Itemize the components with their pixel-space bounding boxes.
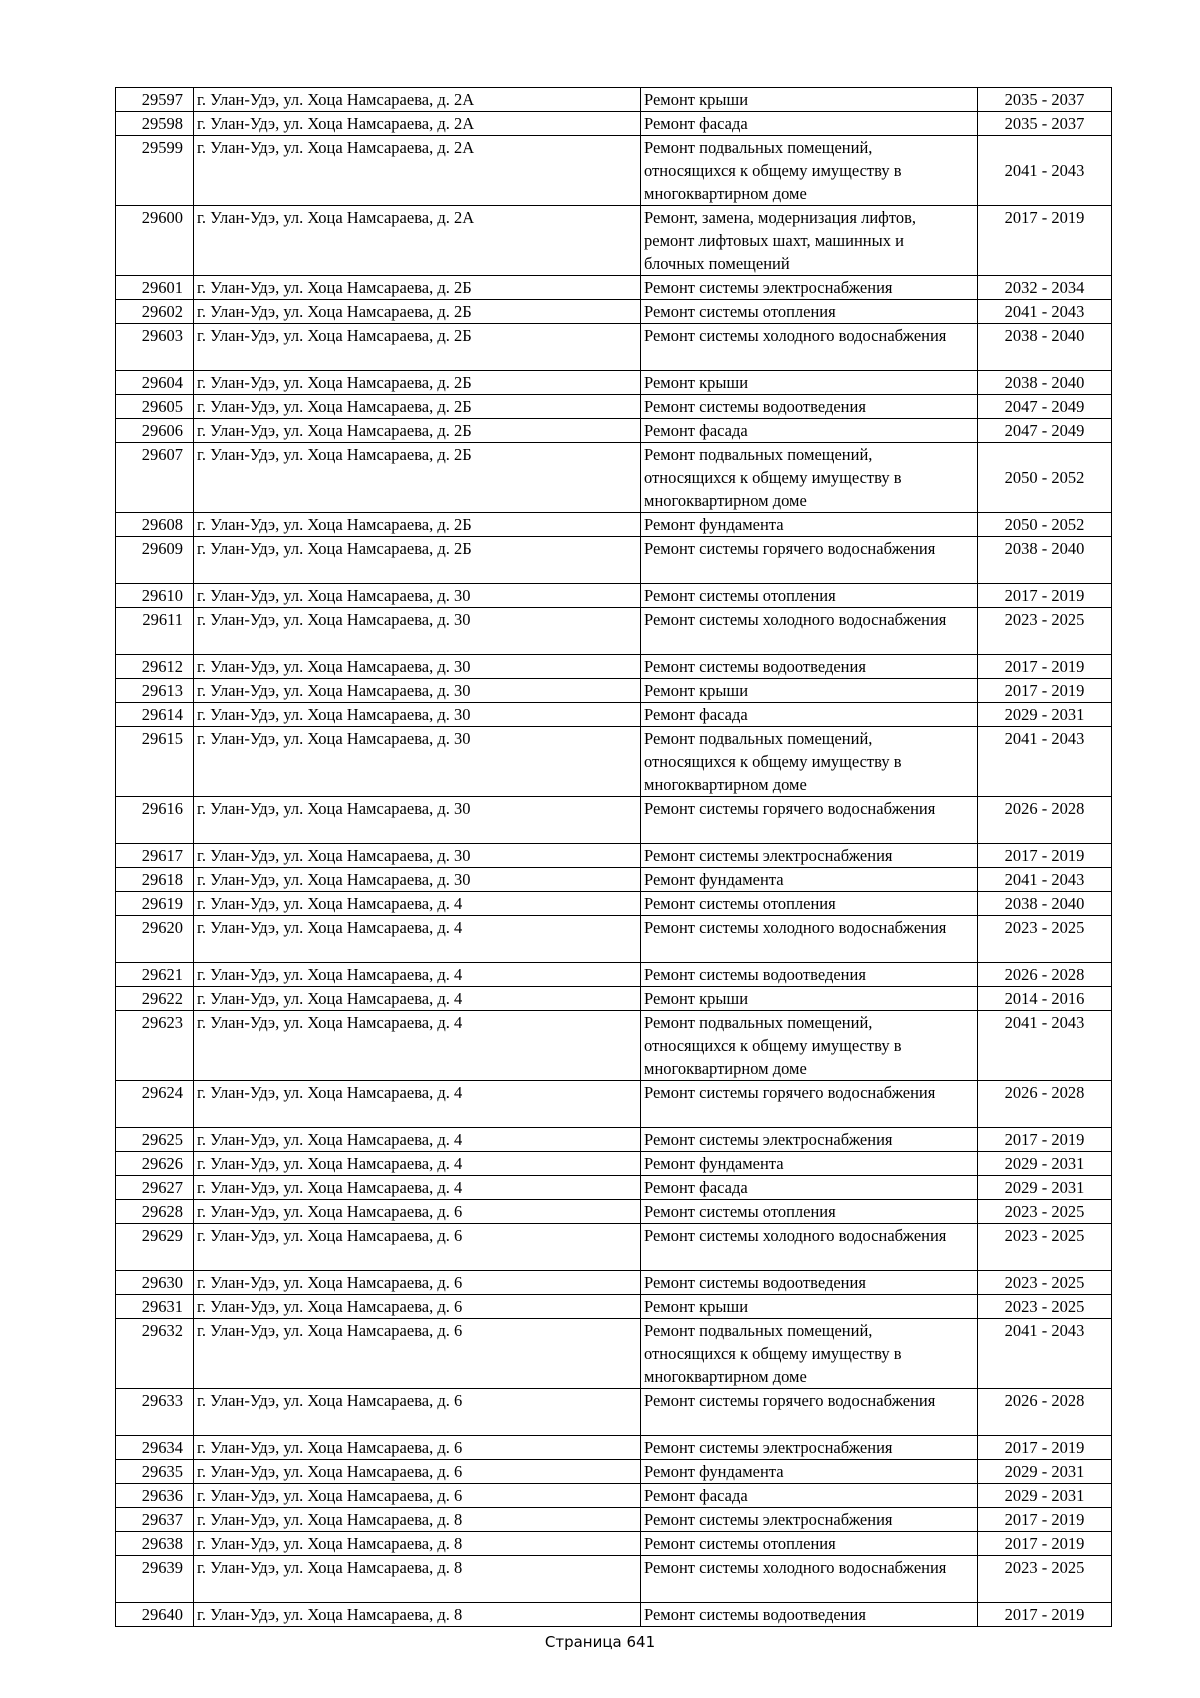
work-type-cell: Ремонт системы отопления bbox=[641, 892, 978, 916]
table-row bbox=[116, 916, 1112, 963]
address-cell: г. Улан-Удэ, ул. Хоца Намсараева, д. 6 bbox=[194, 1319, 641, 1389]
work-type-cell: Ремонт крыши bbox=[641, 679, 978, 703]
row-number-cell: 29606 bbox=[116, 419, 194, 443]
years-cell: 2017 - 2019 bbox=[978, 1128, 1112, 1152]
work-type-cell: Ремонт фасада bbox=[641, 703, 978, 727]
table-row bbox=[116, 1271, 1112, 1295]
row-number-cell: 29626 bbox=[116, 1152, 194, 1176]
years-cell: 2047 - 2049 bbox=[978, 395, 1112, 419]
work-type-cell: Ремонт системы отопления bbox=[641, 584, 978, 608]
work-type-cell: Ремонт подвальных помещений, относящихся к общему имуществу в многоквартирном доме bbox=[641, 443, 978, 513]
table-row bbox=[116, 443, 1112, 513]
row-number-cell: 29609 bbox=[116, 537, 194, 584]
table-row bbox=[116, 1484, 1112, 1508]
row-number-cell: 29636 bbox=[116, 1484, 194, 1508]
row-number-cell: 29615 bbox=[116, 727, 194, 797]
row-number-cell: 29607 bbox=[116, 443, 194, 513]
address-cell: г. Улан-Удэ, ул. Хоца Намсараева, д. 4 bbox=[194, 892, 641, 916]
row-number-cell: 29618 bbox=[116, 868, 194, 892]
table-row bbox=[116, 963, 1112, 987]
row-number-cell: 29602 bbox=[116, 300, 194, 324]
address-cell: г. Улан-Удэ, ул. Хоца Намсараева, д. 8 bbox=[194, 1556, 641, 1603]
table-row bbox=[116, 1508, 1112, 1532]
address-cell: г. Улан-Удэ, ул. Хоца Намсараева, д. 2Б bbox=[194, 419, 641, 443]
address-cell: г. Улан-Удэ, ул. Хоца Намсараева, д. 2А bbox=[194, 88, 641, 112]
years-cell: 2014 - 2016 bbox=[978, 987, 1112, 1011]
row-number-cell: 29612 bbox=[116, 655, 194, 679]
table-row bbox=[116, 1128, 1112, 1152]
address-cell: г. Улан-Удэ, ул. Хоца Намсараева, д. 4 bbox=[194, 916, 641, 963]
years-cell: 2041 - 2043 bbox=[978, 868, 1112, 892]
row-number-cell: 29633 bbox=[116, 1389, 194, 1436]
work-type-cell: Ремонт системы холодного водоснабжения bbox=[641, 916, 978, 963]
work-type-cell: Ремонт подвальных помещений, относящихся к общему имуществу в многоквартирном доме bbox=[641, 136, 978, 206]
years-cell: 2017 - 2019 bbox=[978, 844, 1112, 868]
row-number-cell: 29635 bbox=[116, 1460, 194, 1484]
address-cell: г. Улан-Удэ, ул. Хоца Намсараева, д. 30 bbox=[194, 844, 641, 868]
years-cell: 2017 - 2019 bbox=[978, 584, 1112, 608]
address-cell: г. Улан-Удэ, ул. Хоца Намсараева, д. 6 bbox=[194, 1271, 641, 1295]
address-cell: г. Улан-Удэ, ул. Хоца Намсараева, д. 30 bbox=[194, 655, 641, 679]
years-cell: 2026 - 2028 bbox=[978, 1389, 1112, 1436]
table-row bbox=[116, 1532, 1112, 1556]
years-cell: 2041 - 2043 bbox=[978, 727, 1112, 797]
years-cell: 2026 - 2028 bbox=[978, 963, 1112, 987]
row-number-cell: 29599 bbox=[116, 136, 194, 206]
table-row bbox=[116, 1389, 1112, 1436]
years-cell: 2017 - 2019 bbox=[978, 679, 1112, 703]
work-type-cell: Ремонт системы холодного водоснабжения bbox=[641, 1224, 978, 1271]
row-number-cell: 29628 bbox=[116, 1200, 194, 1224]
table-row bbox=[116, 1224, 1112, 1271]
address-cell: г. Улан-Удэ, ул. Хоца Намсараева, д. 30 bbox=[194, 703, 641, 727]
row-number-cell: 29632 bbox=[116, 1319, 194, 1389]
table-row bbox=[116, 1152, 1112, 1176]
years-cell: 2029 - 2031 bbox=[978, 703, 1112, 727]
table-row bbox=[116, 537, 1112, 584]
row-number-cell: 29622 bbox=[116, 987, 194, 1011]
work-type-cell: Ремонт системы горячего водоснабжения bbox=[641, 537, 978, 584]
work-type-cell: Ремонт фундамента bbox=[641, 1152, 978, 1176]
table-row bbox=[116, 1556, 1112, 1603]
page-number: Страница 641 bbox=[544, 1633, 656, 1651]
row-number-cell: 29625 bbox=[116, 1128, 194, 1152]
table-row bbox=[116, 608, 1112, 655]
years-cell: 2017 - 2019 bbox=[978, 1436, 1112, 1460]
row-number-cell: 29637 bbox=[116, 1508, 194, 1532]
address-cell: г. Улан-Удэ, ул. Хоца Намсараева, д. 2Б bbox=[194, 443, 641, 513]
work-type-cell: Ремонт крыши bbox=[641, 987, 978, 1011]
repair-schedule-table bbox=[115, 87, 1112, 1627]
row-number-cell: 29601 bbox=[116, 276, 194, 300]
work-type-cell: Ремонт фундамента bbox=[641, 513, 978, 537]
years-cell: 2017 - 2019 bbox=[978, 1508, 1112, 1532]
work-type-cell: Ремонт фасада bbox=[641, 419, 978, 443]
row-number-cell: 29616 bbox=[116, 797, 194, 844]
address-cell: г. Улан-Удэ, ул. Хоца Намсараева, д. 6 bbox=[194, 1295, 641, 1319]
table-row bbox=[116, 1200, 1112, 1224]
row-number-cell: 29611 bbox=[116, 608, 194, 655]
years-cell: 2032 - 2034 bbox=[978, 276, 1112, 300]
years-cell: 2023 - 2025 bbox=[978, 916, 1112, 963]
years-cell: 2041 - 2043 bbox=[978, 300, 1112, 324]
address-cell: г. Улан-Удэ, ул. Хоца Намсараева, д. 6 bbox=[194, 1484, 641, 1508]
table-row bbox=[116, 371, 1112, 395]
work-type-cell: Ремонт, замена, модернизация лифтов, ремонт лифтовых шахт, машинных и блочных помещений bbox=[641, 206, 978, 276]
years-cell: 2029 - 2031 bbox=[978, 1176, 1112, 1200]
work-type-cell: Ремонт системы отопления bbox=[641, 1200, 978, 1224]
years-cell: 2026 - 2028 bbox=[978, 797, 1112, 844]
work-type-cell: Ремонт фасада bbox=[641, 1484, 978, 1508]
years-cell: 2017 - 2019 bbox=[978, 1532, 1112, 1556]
table-row bbox=[116, 419, 1112, 443]
address-cell: г. Улан-Удэ, ул. Хоца Намсараева, д. 2Б bbox=[194, 537, 641, 584]
work-type-cell: Ремонт системы холодного водоснабжения bbox=[641, 324, 978, 371]
row-number-cell: 29613 bbox=[116, 679, 194, 703]
address-cell: г. Улан-Удэ, ул. Хоца Намсараева, д. 30 bbox=[194, 797, 641, 844]
work-type-cell: Ремонт системы холодного водоснабжения bbox=[641, 608, 978, 655]
address-cell: г. Улан-Удэ, ул. Хоца Намсараева, д. 2А bbox=[194, 206, 641, 276]
work-type-cell: Ремонт системы горячего водоснабжения bbox=[641, 1389, 978, 1436]
address-cell: г. Улан-Удэ, ул. Хоца Намсараева, д. 2А bbox=[194, 112, 641, 136]
address-cell: г. Улан-Удэ, ул. Хоца Намсараева, д. 4 bbox=[194, 1176, 641, 1200]
row-number-cell: 29631 bbox=[116, 1295, 194, 1319]
address-cell: г. Улан-Удэ, ул. Хоца Намсараева, д. 4 bbox=[194, 1081, 641, 1128]
address-cell: г. Улан-Удэ, ул. Хоца Намсараева, д. 2Б bbox=[194, 276, 641, 300]
address-cell: г. Улан-Удэ, ул. Хоца Намсараева, д. 2А bbox=[194, 136, 641, 206]
address-cell: г. Улан-Удэ, ул. Хоца Намсараева, д. 2Б bbox=[194, 324, 641, 371]
work-type-cell: Ремонт системы электроснабжения bbox=[641, 1128, 978, 1152]
table-row bbox=[116, 395, 1112, 419]
work-type-cell: Ремонт системы водоотведения bbox=[641, 395, 978, 419]
address-cell: г. Улан-Удэ, ул. Хоца Намсараева, д. 6 bbox=[194, 1224, 641, 1271]
address-cell: г. Улан-Удэ, ул. Хоца Намсараева, д. 30 bbox=[194, 679, 641, 703]
work-type-cell: Ремонт подвальных помещений, относящихся к общему имуществу в многоквартирном доме bbox=[641, 727, 978, 797]
work-type-cell: Ремонт системы отопления bbox=[641, 300, 978, 324]
table-row bbox=[116, 679, 1112, 703]
row-number-cell: 29629 bbox=[116, 1224, 194, 1271]
row-number-cell: 29624 bbox=[116, 1081, 194, 1128]
table-row bbox=[116, 112, 1112, 136]
years-cell: 2035 - 2037 bbox=[978, 112, 1112, 136]
address-cell: г. Улан-Удэ, ул. Хоца Намсараева, д. 4 bbox=[194, 987, 641, 1011]
years-cell: 2050 - 2052 bbox=[978, 443, 1112, 513]
address-cell: г. Улан-Удэ, ул. Хоца Намсараева, д. 30 bbox=[194, 584, 641, 608]
work-type-cell: Ремонт системы электроснабжения bbox=[641, 276, 978, 300]
years-cell: 2023 - 2025 bbox=[978, 1200, 1112, 1224]
table-row bbox=[116, 88, 1112, 112]
table-row bbox=[116, 324, 1112, 371]
years-cell: 2023 - 2025 bbox=[978, 608, 1112, 655]
table-row bbox=[116, 276, 1112, 300]
row-number-cell: 29597 bbox=[116, 88, 194, 112]
row-number-cell: 29608 bbox=[116, 513, 194, 537]
work-type-cell: Ремонт крыши bbox=[641, 371, 978, 395]
address-cell: г. Улан-Удэ, ул. Хоца Намсараева, д. 2Б bbox=[194, 513, 641, 537]
years-cell: 2029 - 2031 bbox=[978, 1152, 1112, 1176]
address-cell: г. Улан-Удэ, ул. Хоца Намсараева, д. 2Б bbox=[194, 371, 641, 395]
years-cell: 2035 - 2037 bbox=[978, 88, 1112, 112]
row-number-cell: 29638 bbox=[116, 1532, 194, 1556]
years-cell: 2017 - 2019 bbox=[978, 1603, 1112, 1627]
years-cell: 2023 - 2025 bbox=[978, 1295, 1112, 1319]
work-type-cell: Ремонт фасада bbox=[641, 112, 978, 136]
address-cell: г. Улан-Удэ, ул. Хоца Намсараева, д. 30 bbox=[194, 608, 641, 655]
table-row bbox=[116, 655, 1112, 679]
address-cell: г. Улан-Удэ, ул. Хоца Намсараева, д. 6 bbox=[194, 1436, 641, 1460]
row-number-cell: 29604 bbox=[116, 371, 194, 395]
table-row bbox=[116, 584, 1112, 608]
table-row bbox=[116, 1603, 1112, 1627]
row-number-cell: 29614 bbox=[116, 703, 194, 727]
work-type-cell: Ремонт системы водоотведения bbox=[641, 1603, 978, 1627]
work-type-cell: Ремонт фундамента bbox=[641, 1460, 978, 1484]
table-row bbox=[116, 703, 1112, 727]
years-cell: 2029 - 2031 bbox=[978, 1460, 1112, 1484]
years-cell: 2038 - 2040 bbox=[978, 537, 1112, 584]
address-cell: г. Улан-Удэ, ул. Хоца Намсараева, д. 4 bbox=[194, 963, 641, 987]
table-row bbox=[116, 300, 1112, 324]
address-cell: г. Улан-Удэ, ул. Хоца Намсараева, д. 8 bbox=[194, 1508, 641, 1532]
years-cell: 2017 - 2019 bbox=[978, 655, 1112, 679]
address-cell: г. Улан-Удэ, ул. Хоца Намсараева, д. 30 bbox=[194, 868, 641, 892]
years-cell: 2047 - 2049 bbox=[978, 419, 1112, 443]
address-cell: г. Улан-Удэ, ул. Хоца Намсараева, д. 4 bbox=[194, 1152, 641, 1176]
table-body bbox=[116, 88, 1112, 1627]
row-number-cell: 29605 bbox=[116, 395, 194, 419]
years-cell: 2023 - 2025 bbox=[978, 1271, 1112, 1295]
row-number-cell: 29617 bbox=[116, 844, 194, 868]
work-type-cell: Ремонт крыши bbox=[641, 88, 978, 112]
table-row bbox=[116, 727, 1112, 797]
row-number-cell: 29619 bbox=[116, 892, 194, 916]
years-cell: 2041 - 2043 bbox=[978, 1319, 1112, 1389]
table-row bbox=[116, 1436, 1112, 1460]
work-type-cell: Ремонт системы водоотведения bbox=[641, 1271, 978, 1295]
years-cell: 2029 - 2031 bbox=[978, 1484, 1112, 1508]
years-cell: 2041 - 2043 bbox=[978, 136, 1112, 206]
row-number-cell: 29623 bbox=[116, 1011, 194, 1081]
table-row bbox=[116, 206, 1112, 276]
address-cell: г. Улан-Удэ, ул. Хоца Намсараева, д. 2Б bbox=[194, 395, 641, 419]
work-type-cell: Ремонт системы холодного водоснабжения bbox=[641, 1556, 978, 1603]
work-type-cell: Ремонт системы водоотведения bbox=[641, 963, 978, 987]
table-row bbox=[116, 844, 1112, 868]
address-cell: г. Улан-Удэ, ул. Хоца Намсараева, д. 2Б bbox=[194, 300, 641, 324]
table-row bbox=[116, 1176, 1112, 1200]
years-cell: 2038 - 2040 bbox=[978, 371, 1112, 395]
address-cell: г. Улан-Удэ, ул. Хоца Намсараева, д. 6 bbox=[194, 1200, 641, 1224]
table-row bbox=[116, 1011, 1112, 1081]
row-number-cell: 29620 bbox=[116, 916, 194, 963]
address-cell: г. Улан-Удэ, ул. Хоца Намсараева, д. 6 bbox=[194, 1460, 641, 1484]
table-row bbox=[116, 513, 1112, 537]
row-number-cell: 29630 bbox=[116, 1271, 194, 1295]
years-cell: 2050 - 2052 bbox=[978, 513, 1112, 537]
address-cell: г. Улан-Удэ, ул. Хоца Намсараева, д. 30 bbox=[194, 727, 641, 797]
row-number-cell: 29639 bbox=[116, 1556, 194, 1603]
work-type-cell: Ремонт системы водоотведения bbox=[641, 655, 978, 679]
years-cell: 2026 - 2028 bbox=[978, 1081, 1112, 1128]
table-row bbox=[116, 868, 1112, 892]
years-cell: 2023 - 2025 bbox=[978, 1556, 1112, 1603]
address-cell: г. Улан-Удэ, ул. Хоца Намсараева, д. 8 bbox=[194, 1532, 641, 1556]
address-cell: г. Улан-Удэ, ул. Хоца Намсараева, д. 6 bbox=[194, 1389, 641, 1436]
years-cell: 2017 - 2019 bbox=[978, 206, 1112, 276]
table-row bbox=[116, 1295, 1112, 1319]
work-type-cell: Ремонт системы электроснабжения bbox=[641, 1508, 978, 1532]
address-cell: г. Улан-Удэ, ул. Хоца Намсараева, д. 4 bbox=[194, 1011, 641, 1081]
row-number-cell: 29600 bbox=[116, 206, 194, 276]
work-type-cell: Ремонт фундамента bbox=[641, 868, 978, 892]
work-type-cell: Ремонт подвальных помещений, относящихся к общему имуществу в многоквартирном доме bbox=[641, 1011, 978, 1081]
work-type-cell: Ремонт системы электроснабжения bbox=[641, 1436, 978, 1460]
table-row bbox=[116, 987, 1112, 1011]
table-row bbox=[116, 1319, 1112, 1389]
work-type-cell: Ремонт подвальных помещений, относящихся к общему имуществу в многоквартирном доме bbox=[641, 1319, 978, 1389]
work-type-cell: Ремонт крыши bbox=[641, 1295, 978, 1319]
work-type-cell: Ремонт системы горячего водоснабжения bbox=[641, 1081, 978, 1128]
row-number-cell: 29598 bbox=[116, 112, 194, 136]
work-type-cell: Ремонт системы горячего водоснабжения bbox=[641, 797, 978, 844]
work-type-cell: Ремонт системы электроснабжения bbox=[641, 844, 978, 868]
years-cell: 2041 - 2043 bbox=[978, 1011, 1112, 1081]
row-number-cell: 29621 bbox=[116, 963, 194, 987]
table-row bbox=[116, 1460, 1112, 1484]
years-cell: 2023 - 2025 bbox=[978, 1224, 1112, 1271]
years-cell: 2038 - 2040 bbox=[978, 324, 1112, 371]
row-number-cell: 29603 bbox=[116, 324, 194, 371]
table-row bbox=[116, 1081, 1112, 1128]
work-type-cell: Ремонт системы отопления bbox=[641, 1532, 978, 1556]
address-cell: г. Улан-Удэ, ул. Хоца Намсараева, д. 4 bbox=[194, 1128, 641, 1152]
row-number-cell: 29634 bbox=[116, 1436, 194, 1460]
row-number-cell: 29640 bbox=[116, 1603, 194, 1627]
years-cell: 2038 - 2040 bbox=[978, 892, 1112, 916]
row-number-cell: 29627 bbox=[116, 1176, 194, 1200]
address-cell: г. Улан-Удэ, ул. Хоца Намсараева, д. 8 bbox=[194, 1603, 641, 1627]
table-row bbox=[116, 892, 1112, 916]
table-row bbox=[116, 136, 1112, 206]
row-number-cell: 29610 bbox=[116, 584, 194, 608]
work-type-cell: Ремонт фасада bbox=[641, 1176, 978, 1200]
table-row bbox=[116, 797, 1112, 844]
